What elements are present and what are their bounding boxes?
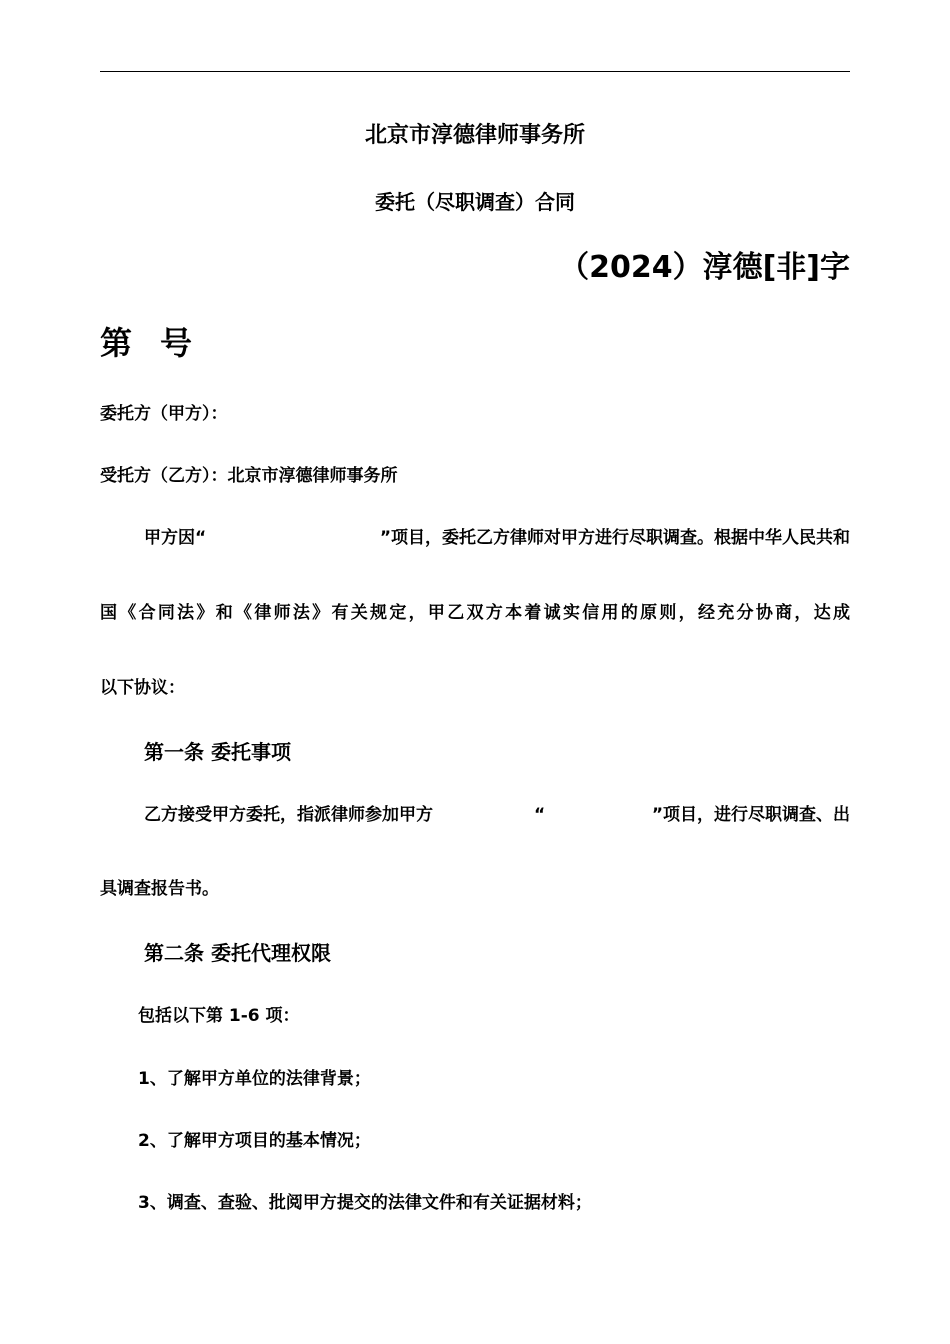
client-party-line <box>100 406 228 423</box>
document-number-prefix: （2024）淳德[非]字 <box>559 250 850 285</box>
contract-title: 委托（尽职调查）合同 <box>375 190 575 214</box>
header-rule <box>100 71 850 72</box>
agent-party-line <box>100 468 398 485</box>
article-2-item-3: 3、调查、查验、批阅甲方提交的法律文件和有关证据材料； <box>138 1193 592 1213</box>
preamble-line-1-end: ”项目，委托乙方律师对甲方进行尽职调查。根据中华人民共和 <box>379 528 850 548</box>
doc-no-hao: 号 <box>160 324 195 362</box>
article-2-heading: 第二条 委托代理权限 <box>144 941 331 965</box>
preamble-line-1-start: 甲方因“ <box>144 528 207 548</box>
article-1-heading: 第一条 委托事项 <box>144 740 291 764</box>
article-1-line-1-end: ”项目，进行尽职调查、出 <box>651 805 850 825</box>
article-2-item-2: 2、了解甲方项目的基本情况； <box>138 1131 371 1151</box>
preamble-line-3: 以下协议： <box>100 678 185 698</box>
agent-label: 受托方（乙方）： <box>100 466 228 486</box>
preamble-line-2: 国《合同法》和《律师法》有关规定，甲乙双方本着诚实信用的原则，经充分协商，达成 <box>100 603 850 623</box>
client-label: 委托方（甲方）： <box>100 404 228 424</box>
article-2-intro: 包括以下第 1-6 项： <box>138 1006 300 1026</box>
agent-value: 北京市淳德律师事务所 <box>227 466 398 486</box>
article-1-line-2: 具调查报告书。 <box>100 879 219 899</box>
firm-name-title: 北京市淳德律师事务所 <box>364 123 585 148</box>
article-1-quote-open: “ <box>534 805 546 825</box>
doc-no-di: 第 <box>100 324 135 362</box>
document-number-suffix <box>100 324 195 362</box>
article-1-line-1-start: 乙方接受甲方委托，指派律师参加甲方 <box>144 805 433 825</box>
article-2-item-1: 1、了解甲方单位的法律背景； <box>138 1069 371 1089</box>
